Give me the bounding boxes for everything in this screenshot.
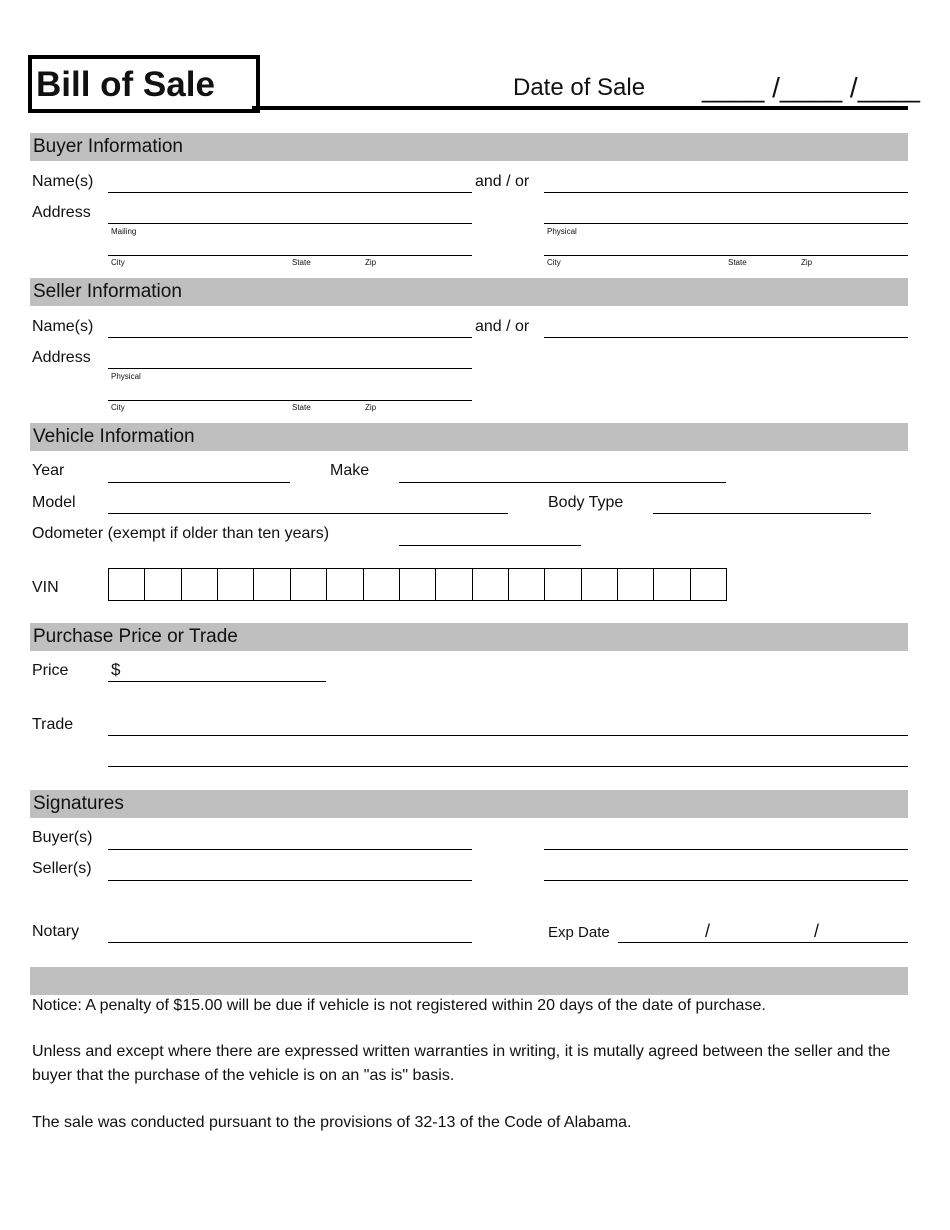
- vin-box[interactable]: [218, 569, 254, 600]
- vehicle-heading: Vehicle Information: [33, 426, 195, 447]
- model-label: Model: [32, 494, 76, 511]
- buyer-physical-city-caption: City: [547, 258, 561, 267]
- buyer-mailing-city-state-zip-field[interactable]: [108, 255, 472, 256]
- odometer-field[interactable]: [399, 545, 581, 546]
- as-is-notice: Unless and except where there are expressed written warranties in writing, it is mutally agreed between the seller and the buyer that the purchase of the vehicle is on an "as is" basis.: [32, 1043, 891, 1084]
- vehicle-section-header: [30, 423, 908, 451]
- year-field[interactable]: [108, 482, 290, 483]
- odometer-label: Odometer (exempt if older than ten years): [32, 525, 330, 542]
- seller-city-caption: City: [111, 403, 125, 412]
- vin-box[interactable]: [327, 569, 363, 600]
- exp-date-slash-1: /: [705, 921, 711, 941]
- buyer-name-1-field[interactable]: [108, 192, 472, 193]
- price-label: Price: [32, 662, 69, 679]
- vin-box[interactable]: [364, 569, 400, 600]
- seller-city-state-zip-field[interactable]: [108, 400, 472, 401]
- vin-label: VIN: [32, 579, 59, 596]
- body-type-label: Body Type: [548, 494, 624, 511]
- vin-box[interactable]: [582, 569, 618, 600]
- date-of-sale-field[interactable]: ____ /____ /____: [702, 72, 920, 103]
- seller-state-caption: State: [292, 403, 311, 412]
- seller-address-label: Address: [32, 349, 91, 366]
- buyer-mailing-zip-caption: Zip: [365, 258, 377, 267]
- make-field[interactable]: [399, 482, 726, 483]
- dollar-sign: $: [111, 660, 121, 679]
- vin-box[interactable]: [618, 569, 654, 600]
- buyer-section-header: [30, 133, 908, 161]
- seller-zip-caption: Zip: [365, 403, 377, 412]
- vin-box[interactable]: [691, 569, 727, 600]
- seller-signature-2-field[interactable]: [544, 880, 908, 881]
- vin-box[interactable]: [145, 569, 181, 600]
- buyer-signature-2-field[interactable]: [544, 849, 908, 850]
- notary-label: Notary: [32, 923, 80, 940]
- purchase-heading: Purchase Price or Trade: [33, 626, 238, 647]
- header-rule: [252, 106, 908, 110]
- notary-signature-field[interactable]: [108, 942, 472, 943]
- trade-field-line-1[interactable]: [108, 735, 908, 736]
- signatures-heading: Signatures: [33, 793, 124, 814]
- exp-date-slash-2: /: [814, 921, 820, 941]
- vin-box[interactable]: [400, 569, 436, 600]
- vin-boxes[interactable]: [108, 568, 727, 601]
- seller-signature-1-field[interactable]: [108, 880, 472, 881]
- vin-box[interactable]: [436, 569, 472, 600]
- buyer-signature-1-field[interactable]: [108, 849, 472, 850]
- seller-names-label: Name(s): [32, 318, 94, 335]
- vin-box[interactable]: [654, 569, 690, 600]
- buyer-address-label: Address: [32, 204, 91, 221]
- date-of-sale-label: Date of Sale: [513, 74, 646, 101]
- page-title: Bill of Sale: [36, 65, 215, 104]
- exp-date-field[interactable]: [618, 942, 908, 943]
- seller-heading: Seller Information: [33, 281, 182, 302]
- seller-section-header: [30, 278, 908, 306]
- buyer-mailing-caption: Mailing: [111, 227, 137, 236]
- buyer-physical-address-field[interactable]: [544, 223, 908, 224]
- body-type-field[interactable]: [653, 513, 871, 514]
- code-notice: The sale was conducted pursuant to the provisions of 32-13 of the Code of Alabama.: [32, 1114, 632, 1131]
- buyer-heading: Buyer Information: [33, 136, 183, 157]
- penalty-notice: Notice: A penalty of $15.00 will be due if vehicle is not registered within 20 days of the date of purchase.: [32, 997, 766, 1014]
- notice-band: [30, 967, 908, 995]
- buyer-mailing-city-caption: City: [111, 258, 125, 267]
- make-label: Make: [330, 462, 370, 479]
- buyer-physical-state-caption: State: [728, 258, 747, 267]
- buyer-names-label: Name(s): [32, 173, 94, 190]
- seller-physical-caption: Physical: [111, 372, 141, 381]
- vin-box[interactable]: [509, 569, 545, 600]
- seller-name-2-field[interactable]: [544, 337, 908, 338]
- buyer-physical-city-state-zip-field[interactable]: [544, 255, 908, 256]
- vin-box[interactable]: [473, 569, 509, 600]
- buyers-signature-label: Buyer(s): [32, 829, 93, 846]
- buyer-and-or: and / or: [475, 173, 530, 190]
- vin-box[interactable]: [182, 569, 218, 600]
- signatures-section-header: [30, 790, 908, 818]
- price-field[interactable]: [108, 681, 326, 682]
- sellers-signature-label: Seller(s): [32, 860, 92, 877]
- purchase-section-header: [30, 623, 908, 651]
- buyer-name-2-field[interactable]: [544, 192, 908, 193]
- year-label: Year: [32, 462, 65, 479]
- trade-label: Trade: [32, 716, 74, 733]
- buyer-physical-zip-caption: Zip: [801, 258, 813, 267]
- exp-date-label: Exp Date: [548, 924, 610, 941]
- vin-box[interactable]: [291, 569, 327, 600]
- model-field[interactable]: [108, 513, 508, 514]
- vin-box[interactable]: [109, 569, 145, 600]
- vin-box[interactable]: [545, 569, 581, 600]
- title-box: [28, 55, 260, 113]
- buyer-physical-caption: Physical: [547, 227, 577, 236]
- buyer-mailing-address-field[interactable]: [108, 223, 472, 224]
- trade-field-line-2[interactable]: [108, 766, 908, 767]
- buyer-mailing-state-caption: State: [292, 258, 311, 267]
- seller-name-1-field[interactable]: [108, 337, 472, 338]
- vin-box[interactable]: [254, 569, 290, 600]
- seller-physical-address-field[interactable]: [108, 368, 472, 369]
- seller-and-or: and / or: [475, 318, 530, 335]
